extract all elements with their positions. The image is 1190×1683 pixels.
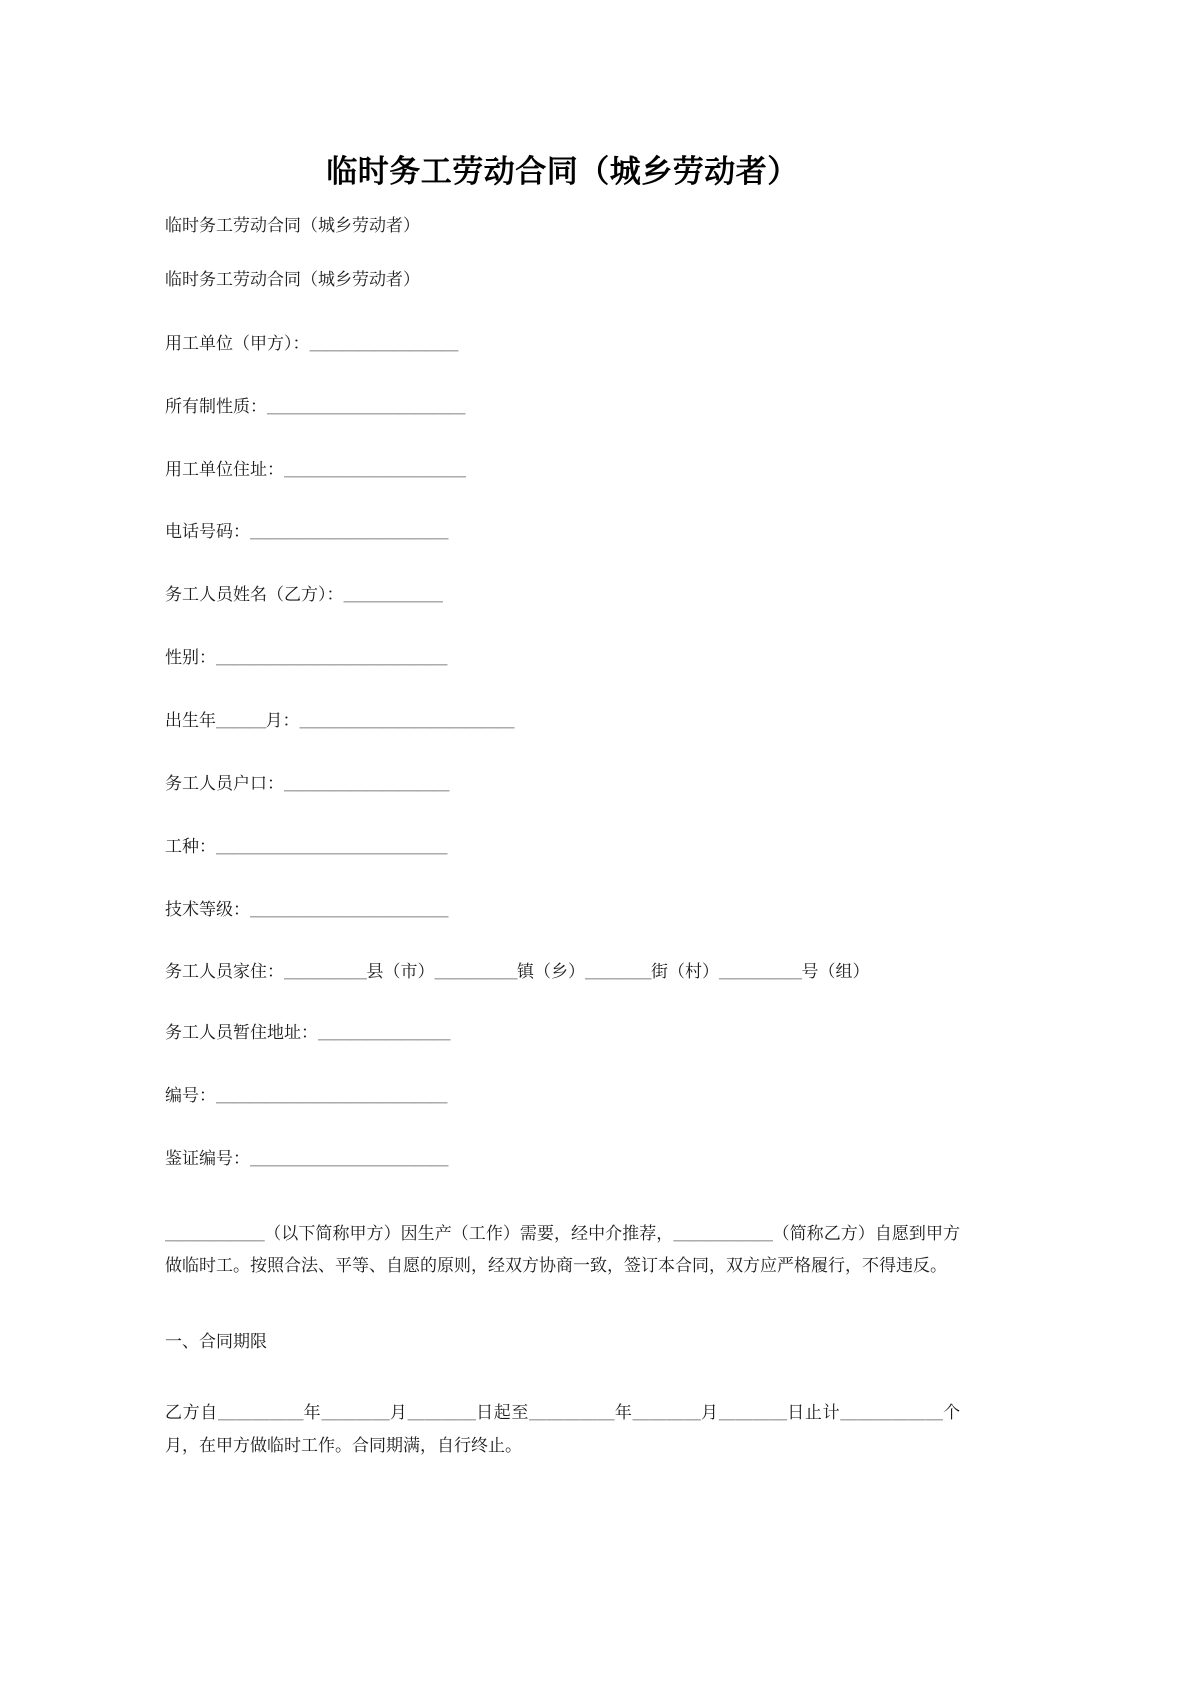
field-blank-month[interactable]: ＿＿＿＿＿＿＿＿＿＿＿＿＿ [299, 711, 514, 732]
field-label: 务工人员暂住地址： [165, 1023, 318, 1044]
field-blank[interactable]: ＿＿＿＿＿＿＿＿＿＿＿＿ [250, 899, 448, 920]
term-text-6: 月 [701, 1403, 719, 1424]
home-address-unit-town: 镇（乡） [517, 961, 585, 982]
term-blank-end-month[interactable]: ＿＿＿＿ [632, 1403, 702, 1424]
title-echo-line-2: 临时务工劳动合同（城乡劳动者） [165, 270, 420, 291]
intro-text-1: （以下简称甲方）因生产（工作）需要，经中介推荐， [264, 1223, 674, 1244]
field-label: 编号： [165, 1085, 216, 1106]
term-text-1: 乙方自 [165, 1403, 218, 1424]
field-blank[interactable]: ＿＿＿＿＿＿＿＿＿＿＿ [284, 459, 466, 480]
field-label: 务工人员户口： [165, 774, 284, 795]
term-blank-start-month[interactable]: ＿＿＿＿ [321, 1403, 390, 1424]
intro-blank-party-a[interactable]: ＿＿＿＿＿＿ [165, 1223, 265, 1244]
intro-blank-party-b[interactable]: ＿＿＿＿＿＿ [673, 1223, 773, 1244]
field-label: 出生年 [165, 711, 216, 732]
field-worker-temp-address [165, 985, 960, 1048]
field-skill-level [165, 862, 960, 925]
term-text-5: 年 [614, 1403, 633, 1424]
field-serial-number [165, 1048, 960, 1111]
page-title: 临时务工劳动合同（城乡劳动者） [326, 154, 799, 190]
field-certification-number [165, 1111, 960, 1174]
field-label: 电话号码： [165, 522, 250, 543]
intro-paragraph [165, 1174, 960, 1283]
home-address-blank-county[interactable]: ＿＿＿＿＿ [284, 961, 367, 982]
field-employer-address [165, 422, 960, 485]
home-address-blank-street[interactable]: ＿＿＿＿ [585, 961, 651, 982]
field-blank[interactable]: ＿＿＿＿＿＿＿＿＿＿＿＿＿＿ [216, 1085, 447, 1106]
term-text-8: 个月，在甲方做临时工作。合同期满，自行终止。 [165, 1403, 961, 1456]
field-blank[interactable]: ＿＿＿＿＿＿＿＿＿＿＿＿ [250, 522, 448, 543]
field-blank[interactable]: ＿＿＿＿＿＿＿＿ [318, 1023, 450, 1044]
field-blank[interactable]: ＿＿＿＿＿＿ [343, 585, 443, 606]
field-label: 所有制性质： [165, 396, 267, 417]
field-worker-name [165, 547, 960, 610]
field-worker-home-address [165, 925, 960, 985]
field-label: 用工单位（甲方）： [165, 333, 310, 354]
field-blank[interactable]: ＿＿＿＿＿＿＿＿＿＿＿＿ [267, 396, 465, 417]
field-blank[interactable]: ＿＿＿＿＿＿＿＿＿＿＿＿＿＿ [216, 648, 447, 669]
term-text-4: 日起至 [476, 1403, 530, 1424]
section-heading-contract-term: 一、合同期限 [165, 1332, 267, 1353]
field-label: 技术等级： [165, 899, 250, 920]
term-blank-start-year[interactable]: ＿＿＿＿＿ [217, 1403, 304, 1424]
title-echo-line-1: 临时务工劳动合同（城乡劳动者） [165, 216, 420, 237]
field-job-type [165, 799, 960, 862]
term-blank-start-day[interactable]: ＿＿＿＿ [407, 1403, 477, 1424]
field-blank[interactable]: ＿＿＿＿＿＿＿＿＿ [309, 333, 458, 354]
term-text-2: 年 [303, 1403, 322, 1424]
field-birth-date [165, 673, 960, 736]
field-label: 务工人员姓名（乙方）： [165, 585, 344, 606]
field-label: 务工人员家住： [165, 961, 284, 982]
home-address-blank-number[interactable]: ＿＿＿＿＿ [719, 961, 802, 982]
field-employer-name [165, 296, 960, 359]
field-phone-number [165, 484, 960, 547]
term-blank-end-day[interactable]: ＿＿＿＿ [718, 1403, 788, 1424]
field-blank[interactable]: ＿＿＿＿＿＿＿＿＿＿＿＿ [250, 1148, 448, 1169]
term-blank-end-year[interactable]: ＿＿＿＿＿ [529, 1403, 615, 1424]
field-label: 用工单位住址： [165, 459, 284, 480]
field-blank-year[interactable]: ＿＿＿ [216, 711, 266, 732]
term-text-3: 月 [389, 1403, 408, 1424]
field-label: 性别： [165, 648, 216, 669]
home-address-unit-number: 号 [801, 961, 819, 982]
field-label: 鉴证编号： [165, 1148, 250, 1169]
home-address-unit-county: 县（市） [366, 961, 435, 982]
home-address-blank-town[interactable]: ＿＿＿＿＿ [434, 961, 517, 982]
term-text-7: 日止计 [787, 1403, 841, 1424]
term-blank-total-months[interactable]: ＿＿＿＿＿＿ [840, 1403, 944, 1424]
field-blank[interactable]: ＿＿＿＿＿＿＿＿＿＿ [284, 774, 449, 795]
section-one-body [165, 1357, 960, 1462]
field-ownership-type [165, 359, 960, 422]
home-address-unit-street: 街（村） [651, 961, 719, 982]
document-content [165, 0, 960, 1462]
field-blank[interactable]: ＿＿＿＿＿＿＿＿＿＿＿＿＿＿ [216, 836, 447, 857]
field-label: 工种： [165, 836, 216, 857]
field-label-month: 月： [265, 711, 300, 732]
field-gender [165, 610, 960, 673]
home-address-unit-group: （组） [818, 961, 870, 982]
field-worker-household [165, 736, 960, 799]
intro-text-2: （简称乙方）自愿到甲方做临时工。按照合法、平等、自愿的原则，经双方协商一致，签订本合同，双方应严格履行，不得违反。 [165, 1223, 961, 1277]
